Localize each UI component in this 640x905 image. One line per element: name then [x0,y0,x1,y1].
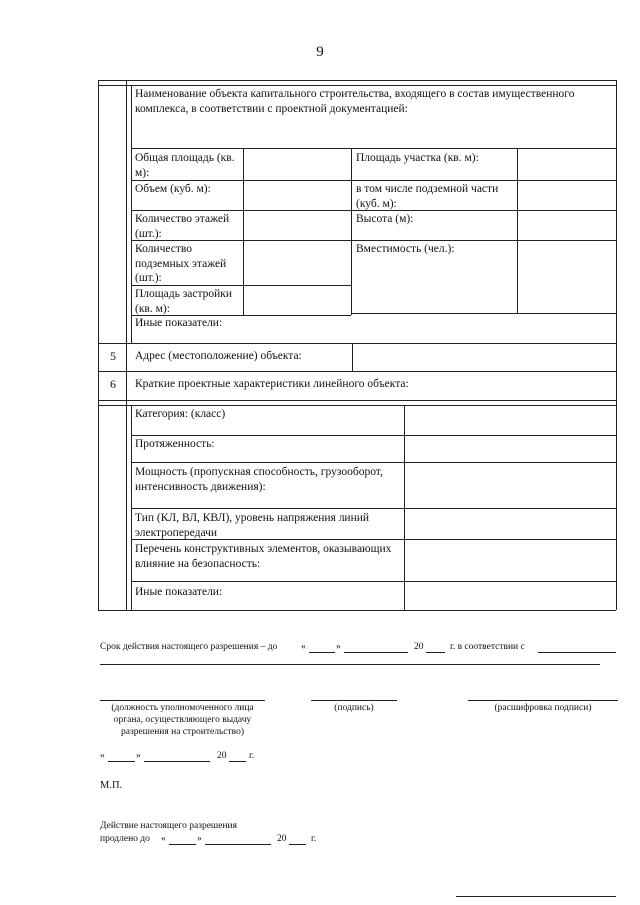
building-area-label: Площадь застройки (кв. м): [135,288,233,315]
length-label: Протяженность: [135,438,215,450]
row-5-number: 5 [110,349,116,363]
transcript-line[interactable] [468,700,618,701]
linear-object-label: Краткие проектные характеристики линейного объекта: [135,378,409,390]
line-type-label: Тип (КЛ, ВЛ, КВЛ), уровень напряжения линий электропередачи [135,512,370,539]
position-caption: (должность уполномоченного лица органа, осуществляющего выдачу разрешения на строительство) [111,703,254,737]
underground-floors-label: Количество подземных этажей (шт.): [135,243,227,284]
floors-label: Количество этажей (шт.): [135,213,230,240]
volume-value[interactable] [244,181,350,209]
site-area-label: Площадь участка (кв. м): [356,152,479,164]
length-value[interactable] [405,436,615,461]
validity-prefix: Срок действия настоящего разрешения – до [100,642,278,652]
page-number: 9 [316,44,324,60]
extension-day-field[interactable] [169,844,196,845]
safety-elements-value[interactable] [405,540,615,580]
stamp-label: М.П. [100,780,123,791]
power-value[interactable] [405,463,615,507]
floors-value[interactable] [244,211,350,239]
date-quote-close: » [136,751,141,761]
signature-caption: (подпись) [334,703,374,713]
other-indicators-2-value[interactable] [405,582,615,609]
validity-month-field[interactable] [344,652,408,653]
validity-year-prefix: 20 [414,642,424,652]
site-area-value[interactable] [518,149,615,179]
extension-year-field[interactable] [289,844,306,845]
extension-quote-open: « [161,834,166,844]
underground-volume-label: в том числе подземной части (куб. м): [356,183,499,210]
validity-basis-continuation[interactable] [100,664,600,665]
power-label: Мощность (пропускная способность, грузооборот, интенсивность движения): [135,466,383,493]
volume-label: Объем (куб. м): [135,183,211,195]
signature-line[interactable] [311,700,397,701]
total-area-value[interactable] [244,149,350,179]
underground-volume-value[interactable] [518,181,615,209]
transcript-caption: (расшифровка подписи) [494,703,592,713]
row-6-number: 6 [110,377,116,391]
bottom-signature-line[interactable] [456,896,616,897]
date-year-field[interactable] [229,761,246,762]
date-year-prefix: 20 [217,751,227,761]
date-suffix: г. [249,751,255,761]
validity-day-field[interactable] [309,652,335,653]
validity-suffix: г. в соответствии с [450,642,525,652]
height-label: Высота (м): [356,213,414,225]
capacity-value[interactable] [518,241,615,312]
validity-year-field[interactable] [426,652,445,653]
address-label: Адрес (местоположение) объекта: [135,350,302,362]
capacity-label: Вместимость (чел.): [356,243,455,255]
extension-suffix: г. [311,834,317,844]
extension-prefix: продлено до [100,834,150,844]
extension-month-field[interactable] [205,844,271,845]
address-value[interactable] [353,344,615,370]
line-type-value[interactable] [405,509,615,538]
extension-year-prefix: 20 [277,834,287,844]
extension-quote-close: » [197,834,202,844]
validity-basis-field[interactable] [538,652,616,653]
height-value[interactable] [518,211,615,239]
safety-elements-label: Перечень конструктивных элементов, оказывающих влияние на безопасность: [135,543,392,570]
position-line[interactable] [100,700,265,701]
total-area-label: Общая площадь (кв. м): [135,152,235,179]
category-label: Категория: (класс) [135,408,226,420]
extension-line-1: Действие настоящего разрешения [100,821,237,831]
building-area-value[interactable] [244,286,350,314]
validity-quote-open: « [301,642,306,652]
date-quote-open: « [100,751,105,761]
other-indicators-label: Иные показатели: [135,317,223,329]
underground-floors-value[interactable] [244,241,350,284]
validity-quote-close: » [336,642,341,652]
object-name-label: Наименование объекта капитального строительства, входящего в состав имущественного комплекса, в соответствии с проектной документацией: [135,88,575,115]
date-day-field[interactable] [108,761,135,762]
category-value[interactable] [405,406,615,434]
other-indicators-2-label: Иные показатели: [135,586,223,598]
date-month-field[interactable] [144,761,210,762]
